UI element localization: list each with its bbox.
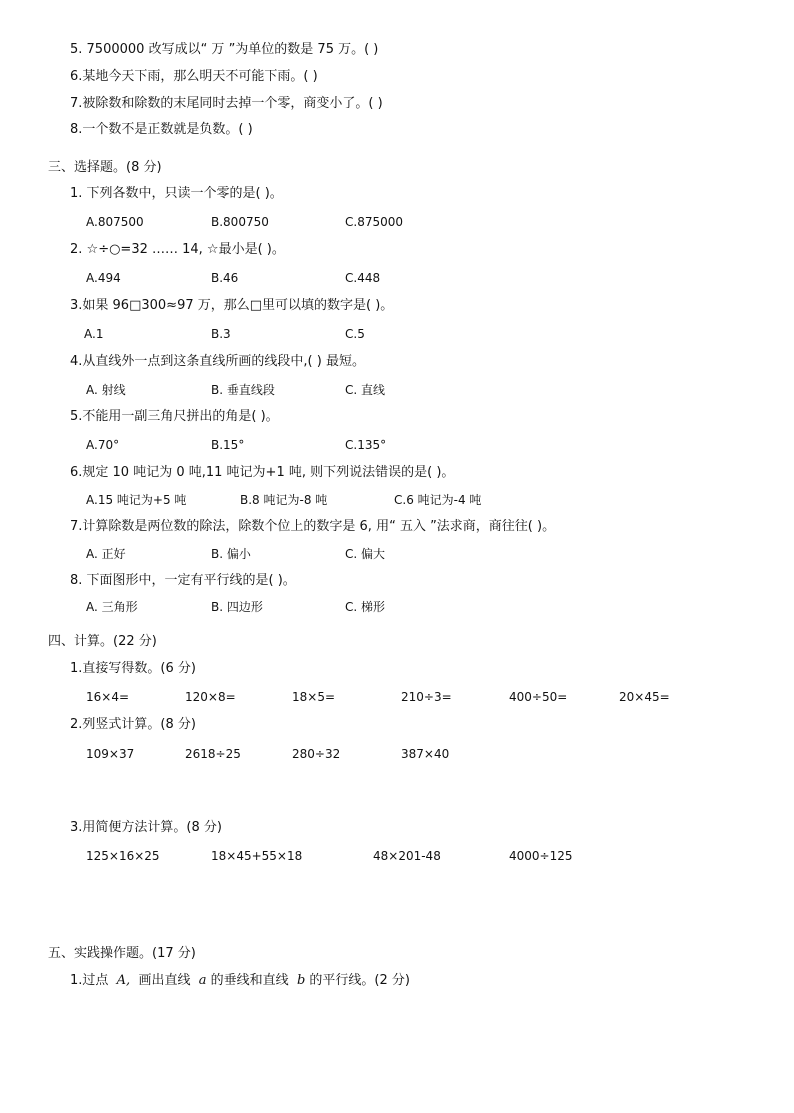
- mental-calc-item: 400÷50=: [509, 690, 568, 704]
- choice-question-6: 6.规定 10 吨记为 0 吨,11 吨记为+1 吨, 则下列说法错误的是( )。: [70, 465, 455, 480]
- choice-7-option-c: C. 偏大: [345, 547, 386, 561]
- choice-question-1: 1. 下列各数中，只读一个零的是( )。: [70, 186, 283, 201]
- choice-6-option-b: B.8 吨记为-8 吨: [240, 493, 328, 507]
- line-b-label: b: [296, 973, 306, 988]
- choice-3-option-c: C.5: [345, 327, 365, 341]
- choice-8-option-a: A. 三角形: [86, 600, 138, 614]
- choice-2-option-b: B.46: [211, 271, 239, 285]
- choice-1-option-a: A.807500: [86, 215, 144, 229]
- choice-question-5: 5.不能用一副三角尺拼出的角是( )。: [70, 409, 279, 424]
- choice-question-3: 3.如果 96□300≈97 万，那么□里可以填的数字是( )。: [70, 298, 394, 313]
- practice-question-1: [70, 973, 410, 989]
- judge-question-7: 7.被除数和除数的末尾同时去掉一个零，商变小了。( ): [70, 96, 383, 111]
- choice-7-option-b: B. 偏小: [211, 547, 251, 561]
- mental-calc-item: 210÷3=: [401, 690, 452, 704]
- choice-6-option-a: A.15 吨记为+5 吨: [86, 493, 187, 507]
- vertical-calc-item: 109×37: [86, 747, 135, 761]
- vertical-calc-item: 2618÷25: [185, 747, 241, 761]
- mental-calc-item: 120×8=: [185, 690, 236, 704]
- choice-2-option-c: C.448: [345, 271, 381, 285]
- simplify-calc-item: 4000÷125: [509, 849, 573, 863]
- choice-5-option-c: C.135°: [345, 438, 387, 452]
- choice-question-7: 7.计算除数是两位数的除法，除数个位上的数字是 6, 用“ 五入 ”法求商，商往往( )。: [70, 519, 556, 534]
- choice-7-option-a: A. 正好: [86, 547, 126, 561]
- choice-3-option-a: A.1: [84, 327, 104, 341]
- vertical-calc-item: 280÷32: [292, 747, 341, 761]
- practice-q1-prefix: 1.过点: [70, 973, 109, 988]
- calc-part-3-title: 3.用简便方法计算。(8 分): [70, 820, 222, 835]
- choice-8-option-b: B. 四边形: [211, 600, 263, 614]
- vertical-calc-item: 387×40: [401, 747, 450, 761]
- choice-question-2: 2. ☆÷○=32 …… 14, ☆最小是( )。: [70, 242, 285, 257]
- practice-q1-mid1: 画出直线: [138, 973, 191, 988]
- choice-5-option-b: B.15°: [211, 438, 245, 452]
- choice-5-option-a: A.70°: [86, 438, 120, 452]
- simplify-calc-item: 18×45+55×18: [211, 849, 303, 863]
- section-5-title: 五、实践操作题。(17 分): [48, 946, 196, 961]
- choice-3-option-b: B.3: [211, 327, 231, 341]
- choice-2-option-a: A.494: [86, 271, 121, 285]
- choice-4-option-a: A. 射线: [86, 383, 126, 397]
- judge-question-6: 6.某地今天下雨，那么明天不可能下雨。( ): [70, 69, 318, 84]
- choice-1-option-b: B.800750: [211, 215, 269, 229]
- calc-part-1-title: 1.直接写得数。(6 分): [70, 661, 196, 676]
- choice-question-4: 4.从直线外一点到这条直线所画的线段中,( ) 最短。: [70, 354, 365, 369]
- mental-calc-item: 20×45=: [619, 690, 670, 704]
- line-a-label: a: [198, 973, 207, 988]
- mental-calc-item: 18×5=: [292, 690, 336, 704]
- calc-part-2-title: 2.列竖式计算。(8 分): [70, 717, 196, 732]
- simplify-calc-item: 48×201-48: [373, 849, 441, 863]
- practice-q1-mid2: 的垂线和直线: [210, 973, 289, 988]
- choice-question-8: 8. 下面图形中，一定有平行线的是( )。: [70, 573, 296, 588]
- section-3-title: 三、选择题。(8 分): [48, 160, 162, 175]
- choice-8-option-c: C. 梯形: [345, 600, 386, 614]
- mental-calc-item: 16×4=: [86, 690, 130, 704]
- judge-question-8: 8.一个数不是正数就是负数。( ): [70, 122, 253, 137]
- practice-q1-suffix: 的平行线。(2 分): [309, 973, 410, 988]
- judge-question-5: 5. 7500000 改写成以“ 万 ”为单位的数是 75 万。( ): [70, 42, 379, 57]
- choice-1-option-c: C.875000: [345, 215, 404, 229]
- choice-4-option-b: B. 垂直线段: [211, 383, 275, 397]
- choice-6-option-c: C.6 吨记为-4 吨: [394, 493, 482, 507]
- section-4-title: 四、计算。(22 分): [48, 634, 157, 649]
- choice-4-option-c: C. 直线: [345, 383, 386, 397]
- simplify-calc-item: 125×16×25: [86, 849, 160, 863]
- point-a-label: A,: [116, 973, 131, 988]
